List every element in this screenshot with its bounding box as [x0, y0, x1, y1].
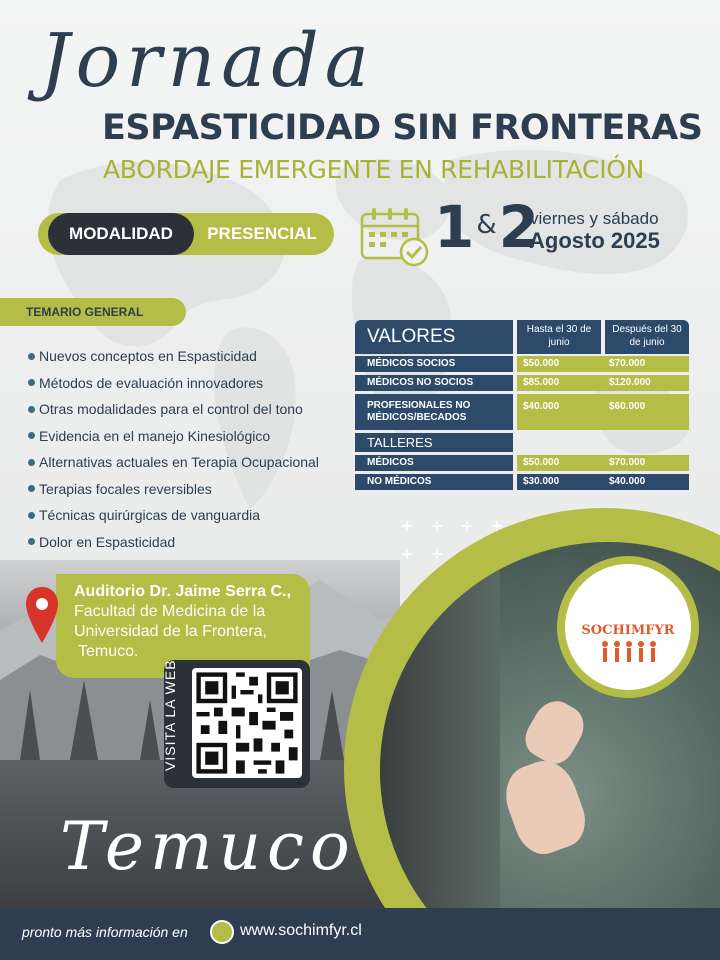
list-item-text: Nuevos conceptos en Espasticidad	[39, 348, 257, 365]
website-link[interactable]: www.sochimfyr.cl	[240, 922, 362, 939]
venue-name: Auditorio Dr. Jaime Serra C.,	[74, 583, 291, 600]
row-label: MÉDICOS SOCIOS	[367, 358, 456, 369]
price-before: $30.000	[523, 476, 560, 487]
bullet-icon	[28, 512, 35, 519]
qr-code-icon	[192, 668, 302, 778]
modality-value: PRESENCIAL	[207, 224, 317, 243]
price-before: $50.000	[523, 457, 560, 468]
location-pin-icon	[24, 585, 60, 645]
price-after: $120.000	[609, 377, 651, 388]
list-item-text: Evidencia en el manejo Kinesiológico	[39, 427, 271, 444]
venue-address	[74, 582, 291, 662]
hand-photo-detail	[497, 753, 594, 862]
row-label: PROFESIONALES NO MÉDICOS/BECADOS	[367, 400, 471, 423]
footer-text: pronto más información en	[22, 924, 188, 940]
list-item-text: Alternativas actuales en Terapia Ocupacional	[39, 454, 319, 471]
table-row-label	[355, 455, 513, 471]
price-col-after	[605, 320, 689, 354]
price-after: $60.000	[609, 401, 646, 412]
list-item-text: Técnicas quirúrgicas de vanguardia	[39, 507, 261, 524]
list-item	[28, 476, 319, 503]
price-after: $40.000	[609, 476, 646, 487]
row-label: NO MÉDICOS	[367, 476, 432, 487]
day-two: 2	[498, 193, 539, 261]
price-table-header	[355, 320, 513, 354]
bullet-icon	[28, 353, 35, 360]
list-item-text: Terapias focales reversibles	[39, 480, 212, 497]
table-row-values	[517, 474, 689, 490]
day-one: 1	[434, 193, 475, 261]
price-col-before	[517, 320, 601, 354]
venue-line: Facultad de Medicina de la	[74, 603, 266, 620]
row-label: MÉDICOS	[367, 457, 414, 468]
bullet-icon	[28, 406, 35, 413]
talleres-title: TALLERES	[367, 435, 433, 450]
price-after: $70.000	[609, 457, 646, 468]
temario-list	[28, 343, 319, 555]
table-row-values	[517, 455, 689, 471]
script-title-jornada: Jornada	[40, 18, 375, 104]
table-row-label	[355, 375, 513, 391]
list-item-text: Dolor en Espasticidad	[39, 533, 176, 550]
bullet-icon	[28, 432, 35, 439]
page-subtitle: ABORDAJE EMERGENTE EN REHABILITACIÓN	[103, 155, 645, 184]
page-title: ESPASTICIDAD SIN FRONTERAS	[102, 108, 703, 148]
price-after: $70.000	[609, 358, 646, 369]
talleres-header	[355, 433, 513, 452]
bullet-icon	[28, 485, 35, 492]
city-script-title: Temuco	[60, 808, 356, 885]
logo-name: SOCHIMFYR	[581, 623, 675, 638]
ampersand: &	[476, 210, 497, 240]
venue-line: Universidad de la Frontera,	[74, 623, 267, 640]
bullet-icon	[28, 459, 35, 466]
price-col-after-label: Después del 30 de junio	[612, 324, 682, 348]
price-before: $50.000	[523, 358, 560, 369]
table-row-label	[355, 474, 513, 490]
list-item	[28, 396, 319, 423]
bullet-icon	[28, 538, 35, 545]
row-label: MÉDICOS NO SOCIOS	[367, 377, 474, 388]
list-item	[28, 449, 319, 476]
hand-photo-detail	[518, 694, 591, 771]
table-row-values	[517, 394, 689, 430]
table-row-values	[517, 375, 689, 391]
calendar-check-icon	[360, 206, 432, 268]
price-before: $85.000	[523, 377, 560, 388]
price-table-title: VALORES	[367, 326, 456, 347]
list-item	[28, 529, 319, 556]
list-item	[28, 502, 319, 529]
qr-code[interactable]	[192, 668, 302, 778]
price-before: $40.000	[523, 401, 560, 412]
event-weekdays: viernes y sábado	[530, 209, 659, 228]
venue-line: Temuco.	[78, 643, 139, 660]
list-item	[28, 370, 319, 397]
table-row-label	[355, 394, 513, 430]
table-row-values	[517, 356, 689, 372]
temario-heading: TEMARIO GENERAL	[0, 298, 186, 326]
bullet-icon	[28, 379, 35, 386]
qr-label: VISITA LA WEB	[162, 659, 178, 771]
list-item-text: Métodos de evaluación innovadores	[39, 374, 264, 391]
globe-icon	[210, 920, 234, 944]
event-month-year: Agosto 2025	[529, 228, 660, 253]
photo-background	[380, 542, 500, 960]
list-item	[28, 343, 319, 370]
list-item	[28, 423, 319, 450]
event-days	[434, 193, 539, 261]
list-item-text: Otras modalidades para el control del tono	[39, 401, 303, 418]
price-col-before-label: Hasta el 30 de junio	[526, 324, 592, 348]
table-row-label	[355, 356, 513, 372]
modality-label: MODALIDAD	[48, 213, 194, 255]
